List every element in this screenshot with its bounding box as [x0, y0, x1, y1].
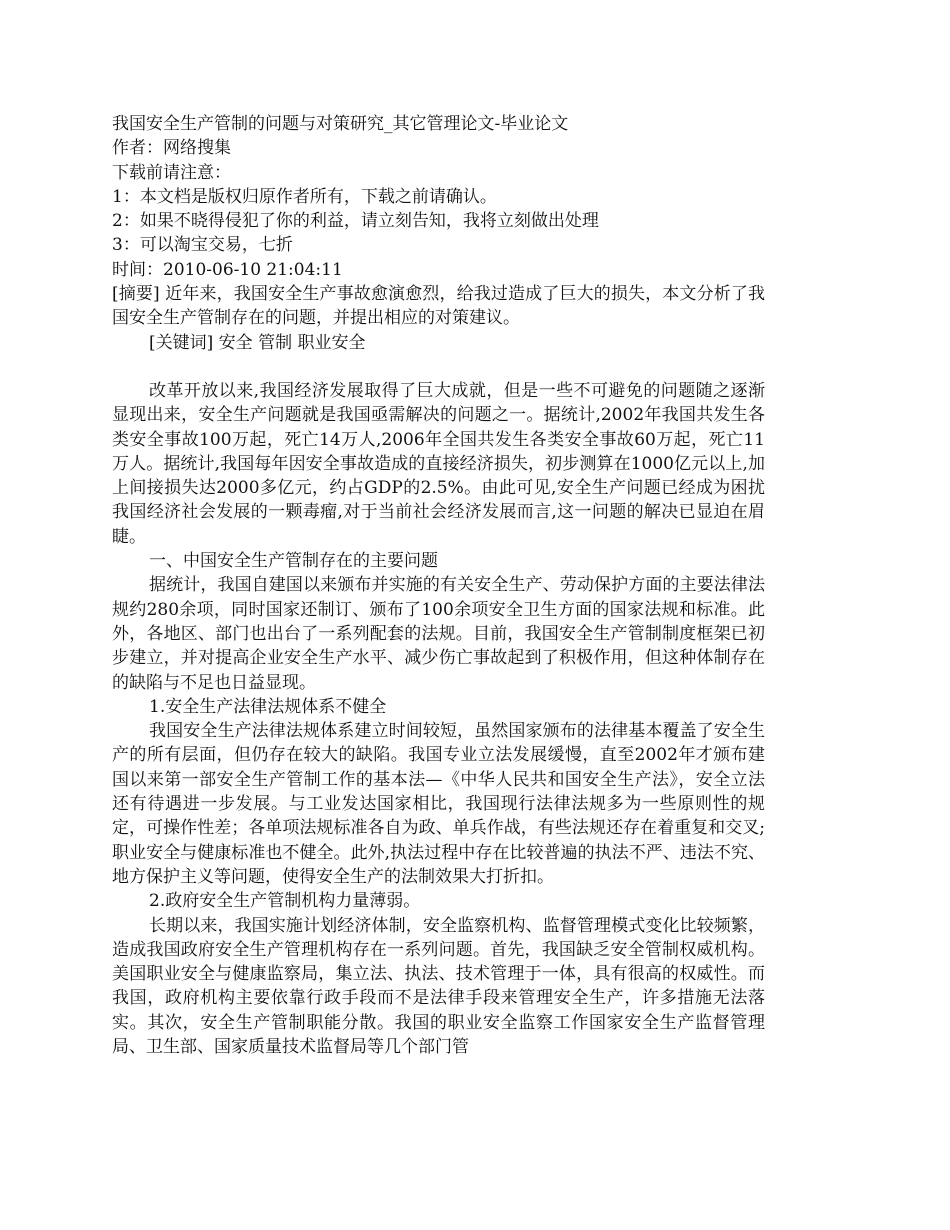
section-paragraph: 据统计，我国自建国以来颁布并实施的有关安全生产、劳动保护方面的主要法律法规约280余项，同时国家还制订、颁布了100余项安全卫生方面的国家法规和标准。此外，各地区、部门也出台了一系列配套的法规。目前，我国安全生产管制制度框架已初步建立，并对提高企业安全生产水平、减少伤亡事故起到了积极作用，但这种体制存在的缺陷与不足也日益显现。 — [112, 575, 765, 693]
subsection-paragraph: 长期以来，我国实施计划经济体制，安全监察机构、监督管理模式变化比较频繁，造成我国政府安全生产管理机构存在一系列问题。首先，我国缺乏安全管制权威机构。美国职业安全与健康监察局，集立法、执法、技术管理于一体，具有很高的权威性。而我国，政府机构主要依靠行政手段而不是法律手段来管理安全生产，许多措施无法落实。其次，安全生产管制职能分散。我国的职业安全监察工作国家安全生产监督管理局、卫生部、国家质量技术监督局等几个部门管 — [112, 915, 765, 1057]
notice-item: 3：可以淘宝交易，七折 — [112, 235, 293, 256]
timestamp: 时间：2010-06-10 21:04:11 — [112, 259, 343, 280]
blank-line — [112, 355, 765, 379]
subsection-heading: 1.安全生产法律法规体系不健全 — [149, 696, 387, 717]
document-header — [112, 112, 765, 282]
notice-item: 2：如果不晓得侵犯了你的利益，请立刻告知，我将立刻做出处理 — [112, 211, 599, 232]
notice-item: 1：本文档是版权归原作者所有，下载之前请确认。 — [112, 186, 497, 207]
author-line: 作者：网络搜集 — [112, 138, 231, 159]
keywords: [关键词] 安全 管制 职业安全 — [149, 332, 366, 353]
section-heading: 一、中国安全生产管制存在的主要问题 — [149, 551, 438, 572]
document-title: 我国安全生产管制的问题与对策研究_其它管理论文-毕业论文 — [112, 114, 569, 134]
subsection-heading: 2.政府安全生产管制机构力量薄弱。 — [149, 891, 421, 912]
abstract: [摘要] 近年来，我国安全生产事故愈演愈烈，给我过造成了巨大的损失，本文分析了我国安全生产管制存在的问题，并提出相应的对策建议。 — [112, 284, 765, 329]
intro-paragraph: 改革开放以来,我国经济发展取得了巨大成就，但是一些不可避免的问题随之逐渐显现出来，安全生产问题就是我国亟需解决的问题之一。据统计,2002年我国共发生各类安全事故100万起，死亡14万人,2006年全国共发生各类安全事故60万起，死亡11万人。据统计,我国每年因安全事故造成的直接经济损失，初步测算在1000亿元以上,加上间接损失达2000多亿元，约占GDP的2.5%。由此可见,安全生产问题已经成为困扰我国经济社会发展的一颗毒瘤,对于当前社会经济发展而言,这一问题的解决已显迫在眉睫。 — [112, 380, 765, 547]
subsection-paragraph: 我国安全生产法律法规体系建立时间较短，虽然国家颁布的法律基本覆盖了安全生产的所有层面，但仍存在较大的缺陷。我国专业立法发展缓慢，直至2002年才颁布建国以来第一部安全生产管制工作的基本法—《中华人民共和国安全生产法》，安全立法还有待遇进一步发展。与工业发达国家相比，我国现行法律法规多为一些原则性的规定，可操作性差；各单项法规标准各自为政、单兵作战，有些法规还存在着重复和交叉;职业安全与健康标准也不健全。此外,执法过程中存在比较普遍的执法不严、违法不究、地方保护主义等问题，使得安全生产的法制效果大打折扣。 — [112, 721, 765, 887]
notice-heading: 下载前请注意： — [112, 162, 231, 183]
